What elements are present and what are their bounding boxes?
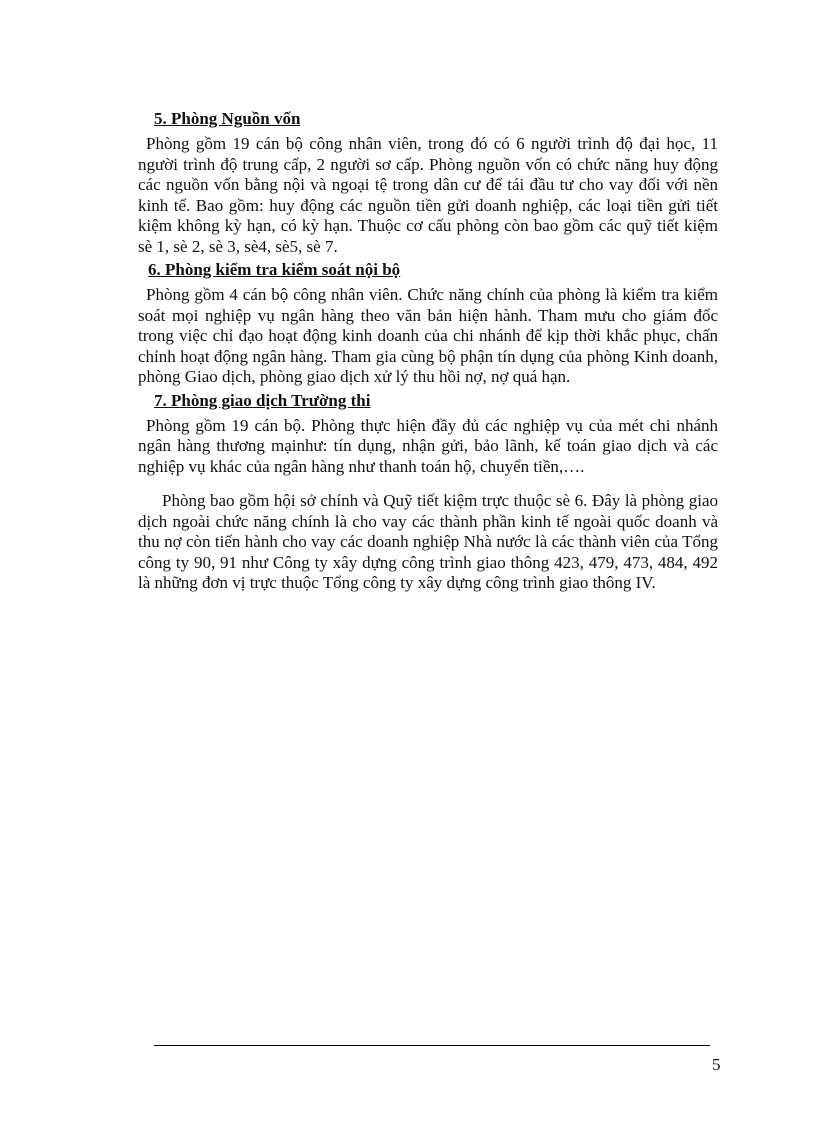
section-paragraph: Phòng bao gồm hội sở chính và Quỹ tiết kiệm trực thuộc sè 6. Đây là phòng giao dịch ngoài chức năng chính là cho vay các thành phần kinh tế ngoài quốc doanh và thu nợ còn tiến hành cho vay các doanh nghiệp Nhà nước là các thành viên của Tổng công ty 90, 91 như Công ty xây dựng công trình giao thông 423, 479, 473, 484, 492 là những đơn vị trực thuộc Tổng công ty xây dựng công trình giao thông IV. [138,491,718,592]
page-number: 5 [712,1055,721,1074]
document-body [138,108,718,596]
section-paragraph: Phòng gồm 4 cán bộ công nhân viên. Chức năng chính của phòng là kiểm tra kiểm soát mọi nghiệp vụ ngân hàng theo văn bản hiện hành. Tham mưu cho giám đốc trong việc chỉ đạo hoạt động kinh doanh của chi nhánh để kịp thời khắc phục, chấn chỉnh hoạt động ngân hàng. Tham gia cùng bộ phận tín dụng của phòng Kinh doanh, phòng Giao dịch, phòng giao dịch xử lý thu hồi nợ, nợ quá hạn. [138,285,718,386]
section-paragraph: Phòng gồm 19 cán bộ công nhân viên, trong đó có 6 người trình độ đại học, 11 người trình độ trung cấp, 2 người sơ cấp. Phòng nguồn vốn có chức năng huy động các nguồn vốn bằng nội và ngoại tệ trong dân cư để tái đầu tư cho vay đối với nền kinh tế. Bao gồm: huy động các nguồn tiền gửi doanh nghiệp, các loại tiền gửi tiết kiệm không kỳ hạn, có kỳ hạn. Thuộc cơ cấu phòng còn bao gồm các quỹ tiết kiệm sè 1, sè 2, sè 3, sè4, sè5, sè 7. [138,134,718,256]
section-paragraph: Phòng gồm 19 cán bộ. Phòng thực hiện đầy đủ các nghiệp vụ của mét chi nhánh ngân hàng thương mạinhư: tín dụng, nhận gửi, bảo lãnh, kế toán giao dịch và các nghiệp vụ khác của ngân hàng như thanh toán hộ, chuyển tiền,…. [138,415,718,476]
footer-rule [154,1045,710,1046]
section-heading-nguon-von: 5. Phòng Nguồn vốn [154,109,301,128]
section-heading-truong-thi: 7. Phòng giao dịch Trường thi [154,390,371,410]
section-heading-kiem-tra: 6. Phòng kiểm tra kiểm soát nội bộ [148,260,401,279]
